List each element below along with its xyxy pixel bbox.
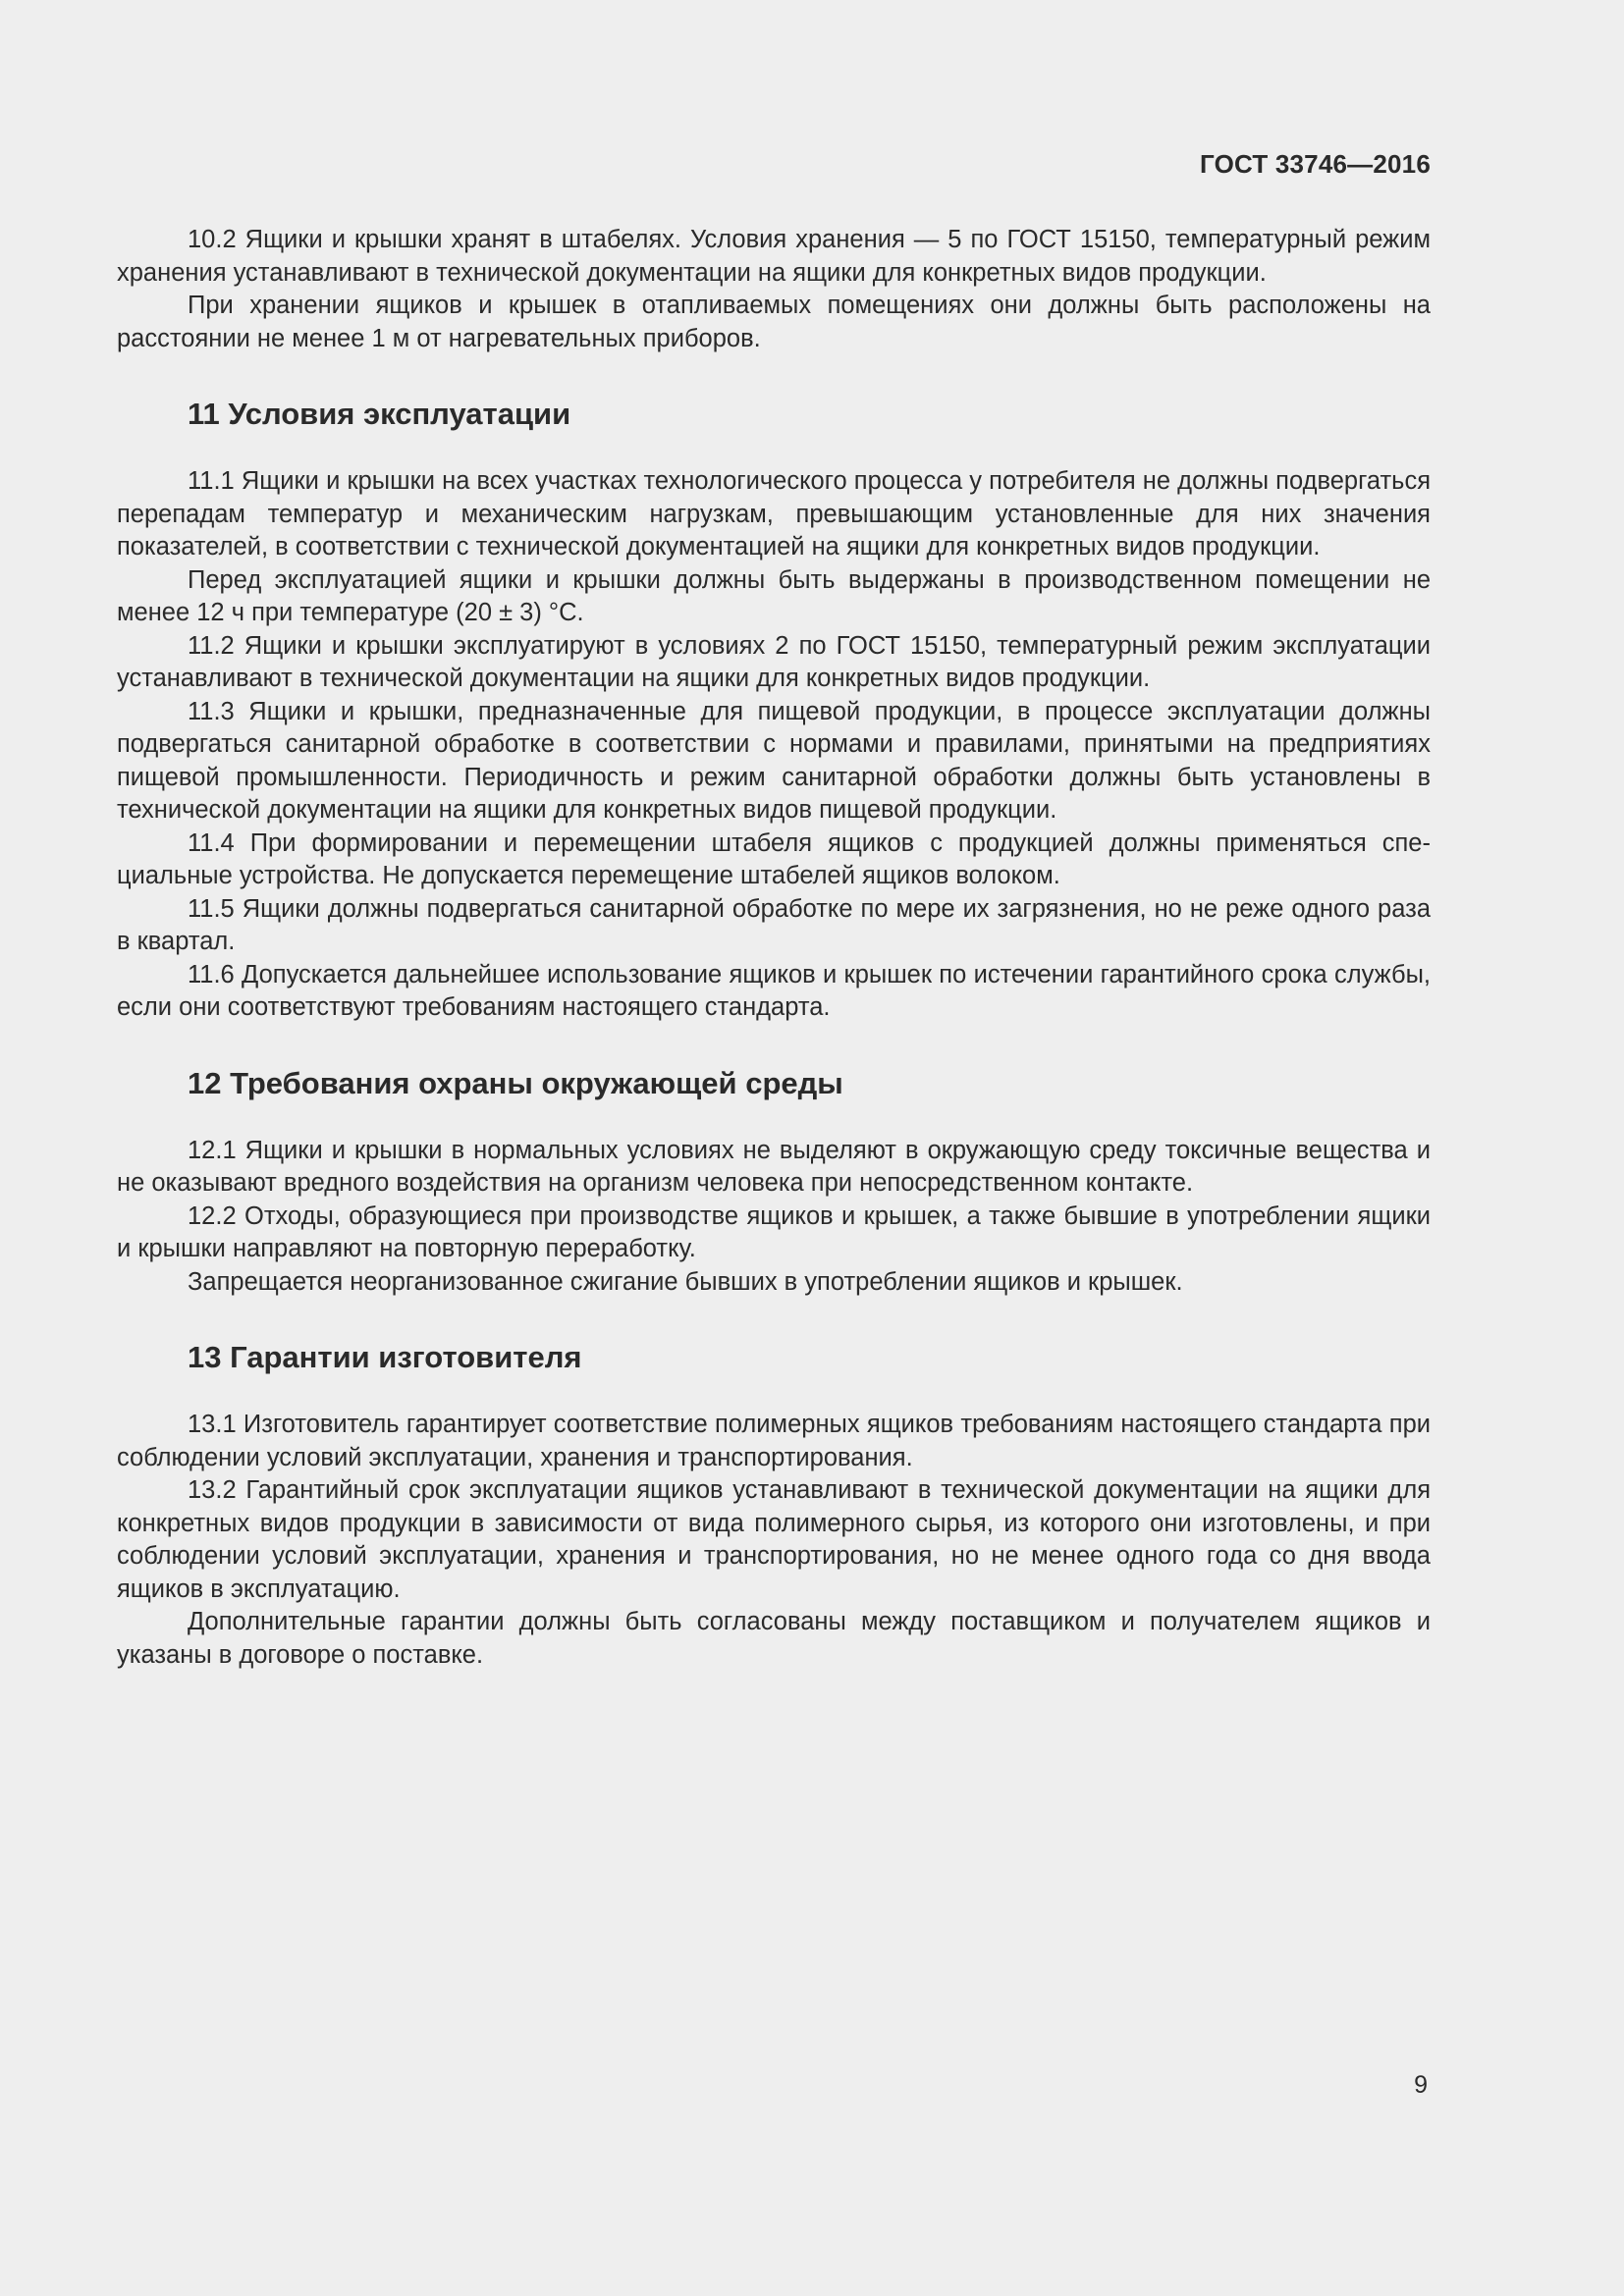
- section-heading-11: 11 Условия эксплуатации: [188, 397, 571, 431]
- section-10-continuation: [117, 224, 1431, 355]
- document-code-header: ГОСТ 33746—2016: [1200, 149, 1431, 179]
- section-heading-12: 12 Требования охраны окружающей среды: [188, 1065, 843, 1100]
- paragraph-11-6: 11.6 Допускается дальнейшее использование ящиков и крышек по истечении гарантийного срока службы, если они соответствуют требованиям настоящего стандарта.: [117, 960, 1431, 1021]
- section-heading-13: 13 Гарантии изготовителя: [188, 1340, 582, 1374]
- paragraph-12-2-burning: Запрещается неорганизованное сжигание бывших в употреблении ящиков и крышек.: [188, 1267, 1183, 1296]
- paragraph-13-2: 13.2 Гарантийный срок эксплуатации ящиков устанавливают в технической документации на ящики для конкретных видов продукции в зависимости от вида полимерного сырья, из которого они изготовлены, и при соблюдении условий эксплуатации, хранения и транспортирования, но не менее одного года со дня ввода ящиков в эксплуатацию.: [117, 1476, 1431, 1603]
- section-11: [117, 397, 1431, 1025]
- paragraph-11-1-conditioning: Перед эксплуатацией ящики и крышки должны быть выдержаны в производственном помещении не менее 12 ч при температуре (20 ± 3) °С.: [117, 565, 1431, 626]
- section-13: [117, 1340, 1431, 1672]
- paragraph-13-1: 13.1 Изготовитель гарантирует соответствие полимерных ящиков требованиям настоящего стандарта при соблюдении условий эксплуатации, хранения и транспортирования.: [117, 1411, 1431, 1471]
- paragraph-13-2-additional: Дополнительные гарантии должны быть согласованы между поставщиком и получателем ящиков и указаны в договоре о поставке.: [117, 1608, 1431, 1669]
- paragraph-10-2-heating: При хранении ящиков и крышек в отапливаемых помещениях они должны быть расположены на расстоянии не менее 1 м от нагревательных приборов.: [117, 292, 1431, 352]
- paragraph-11-5: 11.5 Ящики должны подвергаться санитарной обработке по мере их загрязнения, но не реже одного раза в квартал.: [117, 894, 1431, 955]
- page-number: 9: [1414, 2071, 1428, 2099]
- paragraph-11-2: 11.2 Ящики и крышки эксплуатируют в условиях 2 по ГОСТ 15150, температурный режим эксплуатации устанавливают в технической документации на ящики для конкретных видов продукции.: [117, 631, 1431, 692]
- paragraph-12-1: 12.1 Ящики и крышки в нормальных условиях не выделяют в окружающую среду токсичные вещества и не оказывают вредного воздействия на организм человека при непосредственном контакте.: [117, 1136, 1431, 1197]
- section-12: [117, 1066, 1431, 1300]
- paragraph-11-3: 11.3 Ящики и крышки, предназначенные для пищевой продукции, в процессе эксплуатации должны подвергаться санитарной обработке в соответствии с нормами и правилами, принятыми на предприятиях пищевой промышленности. Периодичность и режим санитарной обработки должны быть установлены в технической документации на ящики для конкретных видов пищевой продукции.: [117, 697, 1431, 824]
- paragraph-11-1: 11.1 Ящики и крышки на всех участках технологического процесса у потребителя не должны подвергаться перепадам температур и механическим нагрузкам, превышающим установленные для них значения показателей, в соответствии с технической документацией на ящики для конкретных видов продукции.: [117, 467, 1431, 561]
- paragraph-10-2: 10.2 Ящики и крышки хранят в штабелях. Условия хранения — 5 по ГОСТ 15150, температурный режим хранения устанавливают в технической документации на ящики для конкретных видов продукции.: [117, 226, 1431, 287]
- paragraph-11-4: 11.4 При формировании и перемещении штабеля ящиков с продукцией должны применяться специальные устройства. Не допускается перемещение штабелей ящиков волоком.: [117, 828, 1431, 889]
- document-body: [117, 224, 1431, 1672]
- paragraph-12-2: 12.2 Отходы, образующиеся при производстве ящиков и крышек, а также бывшие в употреблении ящики и крышки направляют на повторную переработку.: [117, 1201, 1431, 1262]
